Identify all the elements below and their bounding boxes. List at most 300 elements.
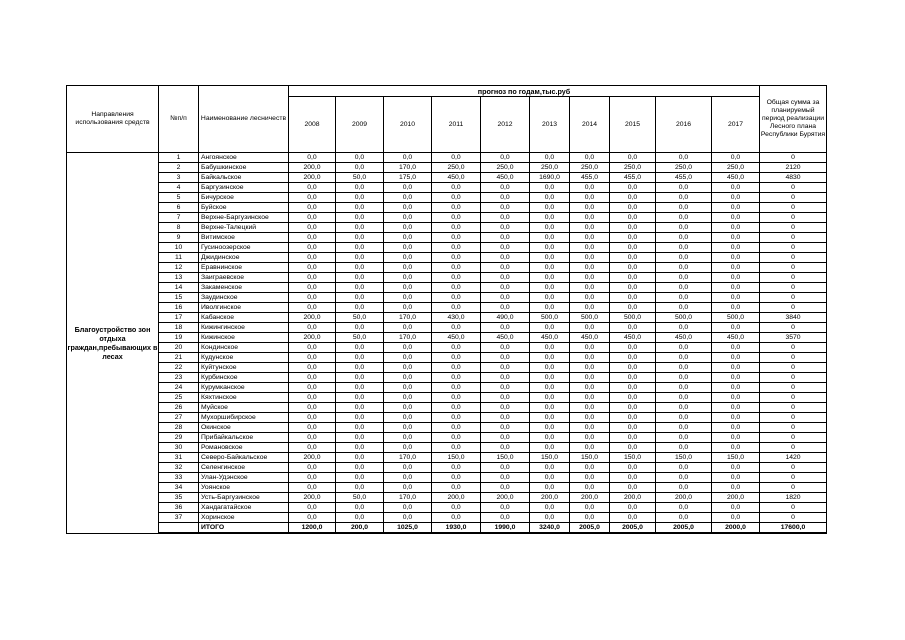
row-total: 3840 xyxy=(760,313,827,323)
year-value: 0,0 xyxy=(610,193,656,203)
year-value: 0,0 xyxy=(384,203,432,213)
table-row xyxy=(67,323,827,333)
year-value: 455,0 xyxy=(656,173,712,183)
year-value: 0,0 xyxy=(712,233,760,243)
year-value: 0,0 xyxy=(656,473,712,483)
year-value: 0,0 xyxy=(336,473,384,483)
row-number: 30 xyxy=(159,443,199,453)
year-value: 250,0 xyxy=(712,163,760,173)
table-row xyxy=(67,243,827,253)
year-value: 0,0 xyxy=(384,343,432,353)
year-value: 0,0 xyxy=(384,443,432,453)
year-value: 0,0 xyxy=(336,243,384,253)
year-value: 0,0 xyxy=(656,463,712,473)
year-value: 0,0 xyxy=(530,153,570,163)
forestry-name: Кижинское xyxy=(199,333,289,343)
year-value: 150,0 xyxy=(432,453,481,463)
year-value: 0,0 xyxy=(570,463,610,473)
year-value: 0,0 xyxy=(432,403,481,413)
forestry-name: Бабушкинское xyxy=(199,163,289,173)
year-header: 2013 xyxy=(530,97,570,153)
year-value: 0,0 xyxy=(432,233,481,243)
year-value: 200,0 xyxy=(610,493,656,503)
year-value: 0,0 xyxy=(432,343,481,353)
year-value: 500,0 xyxy=(656,313,712,323)
forecast-table xyxy=(66,85,827,534)
forestry-name: Кабанское xyxy=(199,313,289,323)
year-value: 0,0 xyxy=(530,323,570,333)
year-value: 0,0 xyxy=(336,453,384,463)
total-row xyxy=(67,523,827,534)
forestry-name: Усть-Баргузинское xyxy=(199,493,289,503)
year-value: 0,0 xyxy=(289,393,336,403)
year-value: 0,0 xyxy=(336,383,384,393)
table-row xyxy=(67,163,827,173)
row-number: 34 xyxy=(159,483,199,493)
year-value: 0,0 xyxy=(336,373,384,383)
year-value: 0,0 xyxy=(610,383,656,393)
year-value: 450,0 xyxy=(432,173,481,183)
year-value: 0,0 xyxy=(712,303,760,313)
table-row xyxy=(67,443,827,453)
year-value: 0,0 xyxy=(432,483,481,493)
year-value: 0,0 xyxy=(336,203,384,213)
year-header: 2010 xyxy=(384,97,432,153)
year-value: 450,0 xyxy=(610,333,656,343)
year-value: 0,0 xyxy=(656,233,712,243)
year-value: 0,0 xyxy=(530,233,570,243)
year-value: 0,0 xyxy=(289,373,336,383)
forestry-name: Иволгинское xyxy=(199,303,289,313)
year-value: 0,0 xyxy=(570,183,610,193)
year-value: 0,0 xyxy=(384,213,432,223)
year-value: 0,0 xyxy=(530,283,570,293)
year-value: 0,0 xyxy=(384,293,432,303)
row-total: 0 xyxy=(760,343,827,353)
year-value: 0,0 xyxy=(570,343,610,353)
table-row xyxy=(67,293,827,303)
year-value: 450,0 xyxy=(570,333,610,343)
table-row xyxy=(67,343,827,353)
table-row xyxy=(67,393,827,403)
forestry-name: Муйское xyxy=(199,403,289,413)
year-value: 0,0 xyxy=(530,363,570,373)
year-value: 0,0 xyxy=(712,373,760,383)
year-value: 0,0 xyxy=(481,273,530,283)
forestry-name: Кяхтинское xyxy=(199,393,289,403)
row-total: 1820 xyxy=(760,493,827,503)
year-value: 0,0 xyxy=(336,163,384,173)
year-value: 0,0 xyxy=(432,423,481,433)
year-header: 2017 xyxy=(712,97,760,153)
table-row xyxy=(67,213,827,223)
forestry-name: Куйтунское xyxy=(199,363,289,373)
year-value: 0,0 xyxy=(712,293,760,303)
row-number: 3 xyxy=(159,173,199,183)
year-value: 0,0 xyxy=(656,433,712,443)
forestry-name: Прибайкальское xyxy=(199,433,289,443)
year-value: 0,0 xyxy=(336,263,384,273)
forestry-name: Кондинское xyxy=(199,343,289,353)
row-total: 0 xyxy=(760,253,827,263)
row-number: 19 xyxy=(159,333,199,343)
row-number: 20 xyxy=(159,343,199,353)
table-row xyxy=(67,183,827,193)
year-value: 0,0 xyxy=(610,303,656,313)
year-value: 0,0 xyxy=(656,383,712,393)
year-value: 450,0 xyxy=(481,173,530,183)
year-value: 0,0 xyxy=(656,323,712,333)
year-value: 0,0 xyxy=(712,513,760,523)
year-value: 250,0 xyxy=(432,163,481,173)
year-value: 0,0 xyxy=(384,423,432,433)
year-value: 0,0 xyxy=(481,473,530,483)
year-value: 0,0 xyxy=(432,443,481,453)
year-value: 0,0 xyxy=(656,213,712,223)
name-header: Наименование лесничеств xyxy=(199,86,289,153)
total-year-value: 1025,0 xyxy=(384,523,432,534)
total-year-value: 2005,0 xyxy=(570,523,610,534)
row-number: 6 xyxy=(159,203,199,213)
row-total: 0 xyxy=(760,443,827,453)
year-value: 0,0 xyxy=(712,353,760,363)
table-row xyxy=(67,153,827,163)
year-value: 0,0 xyxy=(289,343,336,353)
year-value: 0,0 xyxy=(712,283,760,293)
year-value: 0,0 xyxy=(570,403,610,413)
year-value: 200,0 xyxy=(289,313,336,323)
year-value: 0,0 xyxy=(432,193,481,203)
year-value: 250,0 xyxy=(656,163,712,173)
year-value: 0,0 xyxy=(481,283,530,293)
year-value: 0,0 xyxy=(481,293,530,303)
year-value: 0,0 xyxy=(712,413,760,423)
row-number: 24 xyxy=(159,383,199,393)
forestry-name: Баргузинское xyxy=(199,183,289,193)
year-value: 0,0 xyxy=(656,393,712,403)
year-value: 450,0 xyxy=(432,333,481,343)
year-value: 0,0 xyxy=(570,443,610,453)
row-number: 10 xyxy=(159,243,199,253)
year-value: 0,0 xyxy=(610,343,656,353)
year-value: 0,0 xyxy=(610,223,656,233)
row-number: 29 xyxy=(159,433,199,443)
year-value: 490,0 xyxy=(481,313,530,323)
year-value: 150,0 xyxy=(481,453,530,463)
year-value: 0,0 xyxy=(289,413,336,423)
year-value: 450,0 xyxy=(481,333,530,343)
row-total: 1420 xyxy=(760,453,827,463)
year-value: 0,0 xyxy=(432,203,481,213)
year-value: 0,0 xyxy=(610,513,656,523)
year-value: 0,0 xyxy=(336,213,384,223)
year-value: 0,0 xyxy=(384,273,432,283)
year-value: 0,0 xyxy=(656,193,712,203)
year-value: 0,0 xyxy=(656,343,712,353)
year-value: 0,0 xyxy=(384,253,432,263)
year-value: 0,0 xyxy=(712,203,760,213)
table-row xyxy=(67,253,827,263)
year-value: 0,0 xyxy=(289,253,336,263)
year-value: 250,0 xyxy=(610,163,656,173)
year-value: 200,0 xyxy=(570,493,610,503)
year-value: 0,0 xyxy=(432,273,481,283)
year-value: 0,0 xyxy=(656,253,712,263)
year-value: 0,0 xyxy=(610,203,656,213)
year-value: 0,0 xyxy=(712,183,760,193)
year-value: 170,0 xyxy=(384,333,432,343)
row-number: 26 xyxy=(159,403,199,413)
forestry-name: Улан-Удэнское xyxy=(199,473,289,483)
year-value: 0,0 xyxy=(336,513,384,523)
year-value: 0,0 xyxy=(570,433,610,443)
year-value: 0,0 xyxy=(481,343,530,353)
year-value: 0,0 xyxy=(336,183,384,193)
year-value: 0,0 xyxy=(570,323,610,333)
table-row xyxy=(67,413,827,423)
table-row xyxy=(67,483,827,493)
year-value: 0,0 xyxy=(289,443,336,453)
forestry-name: Уоянское xyxy=(199,483,289,493)
year-value: 0,0 xyxy=(384,503,432,513)
year-value: 500,0 xyxy=(610,313,656,323)
year-value: 0,0 xyxy=(530,473,570,483)
table-row xyxy=(67,383,827,393)
year-value: 0,0 xyxy=(530,223,570,233)
row-number: 7 xyxy=(159,213,199,223)
year-value: 0,0 xyxy=(656,363,712,373)
year-value: 0,0 xyxy=(712,223,760,233)
year-value: 200,0 xyxy=(289,173,336,183)
year-value: 0,0 xyxy=(530,273,570,283)
year-value: 0,0 xyxy=(384,233,432,243)
year-value: 0,0 xyxy=(530,303,570,313)
year-value: 0,0 xyxy=(432,283,481,293)
year-value: 0,0 xyxy=(481,323,530,333)
year-header: 2014 xyxy=(570,97,610,153)
year-value: 0,0 xyxy=(610,463,656,473)
forestry-name: Джидинское xyxy=(199,253,289,263)
forestry-name: Курбинское xyxy=(199,373,289,383)
year-value: 0,0 xyxy=(481,403,530,413)
year-value: 0,0 xyxy=(610,213,656,223)
year-value: 0,0 xyxy=(610,293,656,303)
year-value: 0,0 xyxy=(530,183,570,193)
year-value: 0,0 xyxy=(530,403,570,413)
table-row xyxy=(67,513,827,523)
year-value: 0,0 xyxy=(289,363,336,373)
year-value: 500,0 xyxy=(530,313,570,323)
forestry-name: Бичурское xyxy=(199,193,289,203)
year-value: 0,0 xyxy=(432,503,481,513)
row-total: 0 xyxy=(760,263,827,273)
year-value: 0,0 xyxy=(530,513,570,523)
year-value: 0,0 xyxy=(712,443,760,453)
year-value: 0,0 xyxy=(432,353,481,363)
total-year-value: 2000,0 xyxy=(712,523,760,534)
year-value: 200,0 xyxy=(481,493,530,503)
table-row xyxy=(67,223,827,233)
forestry-name: Кижингинское xyxy=(199,323,289,333)
year-value: 0,0 xyxy=(570,243,610,253)
year-value: 0,0 xyxy=(481,513,530,523)
row-number: 35 xyxy=(159,493,199,503)
year-value: 0,0 xyxy=(432,363,481,373)
year-value: 0,0 xyxy=(530,383,570,393)
year-value: 0,0 xyxy=(481,243,530,253)
year-value: 0,0 xyxy=(656,153,712,163)
row-total: 0 xyxy=(760,373,827,383)
year-value: 0,0 xyxy=(712,403,760,413)
year-value: 0,0 xyxy=(384,243,432,253)
year-value: 1690,0 xyxy=(530,173,570,183)
year-value: 0,0 xyxy=(336,223,384,233)
year-value: 0,0 xyxy=(712,483,760,493)
year-value: 0,0 xyxy=(384,413,432,423)
row-total: 0 xyxy=(760,503,827,513)
year-value: 0,0 xyxy=(336,303,384,313)
year-value: 0,0 xyxy=(289,383,336,393)
row-number: 21 xyxy=(159,353,199,363)
year-value: 175,0 xyxy=(384,173,432,183)
row-total: 0 xyxy=(760,413,827,423)
year-value: 0,0 xyxy=(530,243,570,253)
total-year-value: 2005,0 xyxy=(610,523,656,534)
year-value: 0,0 xyxy=(289,473,336,483)
year-value: 0,0 xyxy=(384,463,432,473)
year-value: 0,0 xyxy=(432,213,481,223)
year-value: 0,0 xyxy=(656,353,712,363)
year-value: 455,0 xyxy=(610,173,656,183)
year-value: 0,0 xyxy=(432,263,481,273)
year-value: 0,0 xyxy=(481,463,530,473)
row-number: 2 xyxy=(159,163,199,173)
year-value: 0,0 xyxy=(656,243,712,253)
year-value: 0,0 xyxy=(610,503,656,513)
year-value: 0,0 xyxy=(656,403,712,413)
year-value: 0,0 xyxy=(610,253,656,263)
year-value: 0,0 xyxy=(712,463,760,473)
year-value: 150,0 xyxy=(712,453,760,463)
year-value: 0,0 xyxy=(570,373,610,383)
year-value: 50,0 xyxy=(336,493,384,503)
year-value: 0,0 xyxy=(712,193,760,203)
row-number: 27 xyxy=(159,413,199,423)
forestry-name: Верхне-Баргузинское xyxy=(199,213,289,223)
number-header: №п/п xyxy=(159,86,199,153)
row-number: 32 xyxy=(159,463,199,473)
year-value: 0,0 xyxy=(530,393,570,403)
year-value: 0,0 xyxy=(384,383,432,393)
year-value: 0,0 xyxy=(610,433,656,443)
year-value: 0,0 xyxy=(712,393,760,403)
year-value: 0,0 xyxy=(384,323,432,333)
year-value: 0,0 xyxy=(570,513,610,523)
year-value: 200,0 xyxy=(432,493,481,503)
row-total: 0 xyxy=(760,193,827,203)
year-header: 2016 xyxy=(656,97,712,153)
table-row xyxy=(67,503,827,513)
year-value: 0,0 xyxy=(336,483,384,493)
year-value: 0,0 xyxy=(656,413,712,423)
total-label: ИТОГО xyxy=(199,523,289,534)
row-total: 0 xyxy=(760,513,827,523)
year-value: 0,0 xyxy=(530,423,570,433)
row-number: 31 xyxy=(159,453,199,463)
year-value: 0,0 xyxy=(289,203,336,213)
year-value: 0,0 xyxy=(570,503,610,513)
year-value: 0,0 xyxy=(570,293,610,303)
row-number: 11 xyxy=(159,253,199,263)
year-value: 200,0 xyxy=(712,493,760,503)
year-value: 0,0 xyxy=(481,353,530,363)
year-value: 0,0 xyxy=(384,263,432,273)
year-value: 0,0 xyxy=(712,263,760,273)
row-total: 0 xyxy=(760,303,827,313)
year-value: 0,0 xyxy=(336,443,384,453)
year-value: 0,0 xyxy=(432,513,481,523)
year-value: 200,0 xyxy=(530,493,570,503)
year-value: 0,0 xyxy=(432,223,481,233)
year-value: 0,0 xyxy=(530,353,570,363)
row-number: 4 xyxy=(159,183,199,193)
year-value: 0,0 xyxy=(570,193,610,203)
row-number: 33 xyxy=(159,473,199,483)
year-value: 0,0 xyxy=(610,283,656,293)
year-value: 170,0 xyxy=(384,313,432,323)
year-value: 0,0 xyxy=(610,403,656,413)
year-value: 500,0 xyxy=(712,313,760,323)
row-total: 0 xyxy=(760,353,827,363)
year-value: 0,0 xyxy=(570,303,610,313)
row-total: 0 xyxy=(760,423,827,433)
table-row xyxy=(67,363,827,373)
forestry-name: Хоринское xyxy=(199,513,289,523)
row-number: 13 xyxy=(159,273,199,283)
year-value: 0,0 xyxy=(610,413,656,423)
forestry-name: Заудинское xyxy=(199,293,289,303)
year-value: 0,0 xyxy=(530,203,570,213)
year-value: 0,0 xyxy=(432,183,481,193)
year-value: 0,0 xyxy=(570,203,610,213)
year-value: 50,0 xyxy=(336,173,384,183)
year-value: 0,0 xyxy=(432,293,481,303)
total-year-value: 200,0 xyxy=(336,523,384,534)
year-value: 0,0 xyxy=(289,273,336,283)
row-total: 3570 xyxy=(760,333,827,343)
year-value: 0,0 xyxy=(289,353,336,363)
year-value: 0,0 xyxy=(712,363,760,373)
year-value: 0,0 xyxy=(656,293,712,303)
year-value: 0,0 xyxy=(481,193,530,203)
year-value: 0,0 xyxy=(712,473,760,483)
year-value: 0,0 xyxy=(289,433,336,443)
year-value: 0,0 xyxy=(570,233,610,243)
table-row xyxy=(67,203,827,213)
row-total: 0 xyxy=(760,203,827,213)
year-value: 0,0 xyxy=(712,343,760,353)
year-value: 0,0 xyxy=(530,373,570,383)
year-value: 0,0 xyxy=(384,373,432,383)
row-total: 0 xyxy=(760,483,827,493)
year-value: 0,0 xyxy=(289,503,336,513)
year-value: 0,0 xyxy=(289,303,336,313)
year-value: 0,0 xyxy=(712,433,760,443)
row-total: 0 xyxy=(760,363,827,373)
year-value: 0,0 xyxy=(336,273,384,283)
year-value: 0,0 xyxy=(481,503,530,513)
row-number: 37 xyxy=(159,513,199,523)
